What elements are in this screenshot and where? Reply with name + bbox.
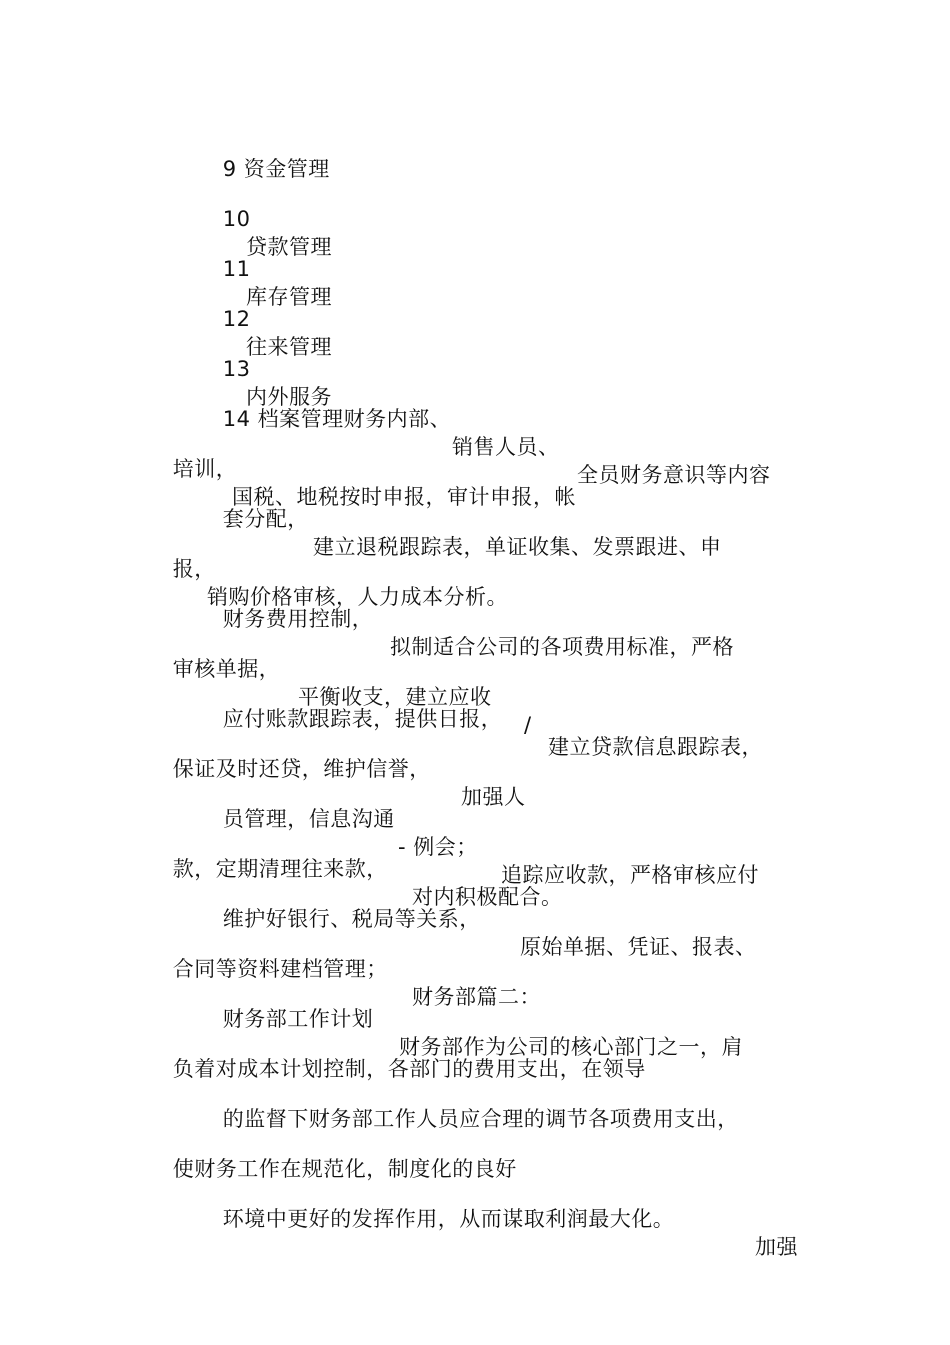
text-segment: 建立退税跟踪表，单证收集、发票跟进、申 <box>313 535 722 559</box>
text-segment: 财务部作为公司的核心部门之一，肩 <box>399 1035 743 1059</box>
text-segment: 建立贷款信息跟踪表， <box>548 735 763 759</box>
text-segment: 加强 <box>755 1235 798 1259</box>
text-segment: 贷款管理 <box>246 235 332 259</box>
text-segment: 销售人员、 <box>452 435 560 459</box>
list-number: 11 <box>222 257 251 281</box>
text-segment: 使财务工作在规范化，制度化的良好 <box>172 1157 517 1181</box>
text-segment: 报， <box>172 557 216 581</box>
text-segment: 款，定期清理往来款， <box>172 857 388 881</box>
text-segment: 国税、地税按时申报，审计申报，帐 <box>232 485 576 509</box>
text-segment: 环境中更好的发挥作用，从而谋取利润最大化。 <box>222 1207 675 1231</box>
text-segment: 维护好银行、税局等关系， <box>222 907 481 931</box>
text-segment: 财务部篇二： <box>412 985 541 1009</box>
text-segment: 往来管理 <box>246 335 332 359</box>
text-segment: 14 档案管理财务内部、 <box>222 407 452 431</box>
text-segment: 9 资金管理 <box>222 157 330 181</box>
text-segment: 追踪应收款，严格审核应付 <box>501 863 759 887</box>
list-number: 12 <box>222 307 251 331</box>
text-segment: 对内积极配合。 <box>412 885 563 909</box>
text-segment: 内外服务 <box>246 385 332 409</box>
text-segment: 财务部工作计划 <box>222 1007 374 1031</box>
text-segment: 原始单据、凭证、报表、 <box>520 935 757 959</box>
text-segment: 负着对成本计划控制，各部门的费用支出，在领导 <box>172 1057 646 1081</box>
text-segment: 套分配， <box>222 507 309 531</box>
text-segment: 的监督下财务部工作人员应合理的调节各项费用支出， <box>222 1107 739 1131</box>
text-segment: / <box>524 713 532 737</box>
text-segment: 拟制适合公司的各项费用标准，严格 <box>390 635 734 659</box>
text-segment: 保证及时还贷，维护信誉， <box>172 757 431 781</box>
text-segment: 培训， <box>172 457 238 481</box>
text-line <box>194 1177 798 1289</box>
list-number: 13 <box>222 357 251 381</box>
text-segment: 员管理，信息沟通 <box>222 807 395 831</box>
text-segment: 全员财务意识等内容 <box>577 463 771 487</box>
text-segment: - 例会； <box>398 835 478 859</box>
text-segment: 审核单据， <box>172 657 281 681</box>
text-segment: 应付账款跟踪表，提供日报， <box>222 707 503 731</box>
text-segment: 平衡收支，建立应收 <box>298 685 492 709</box>
text-segment: 合同等资料建档管理； <box>172 957 388 981</box>
text-segment: 财务费用控制， <box>222 607 374 631</box>
list-number: 10 <box>222 207 251 231</box>
text-segment: 库存管理 <box>246 285 332 309</box>
text-segment: 加强人 <box>461 785 526 809</box>
text-segment: 销购价格审核，人力成本分析。 <box>207 585 508 609</box>
